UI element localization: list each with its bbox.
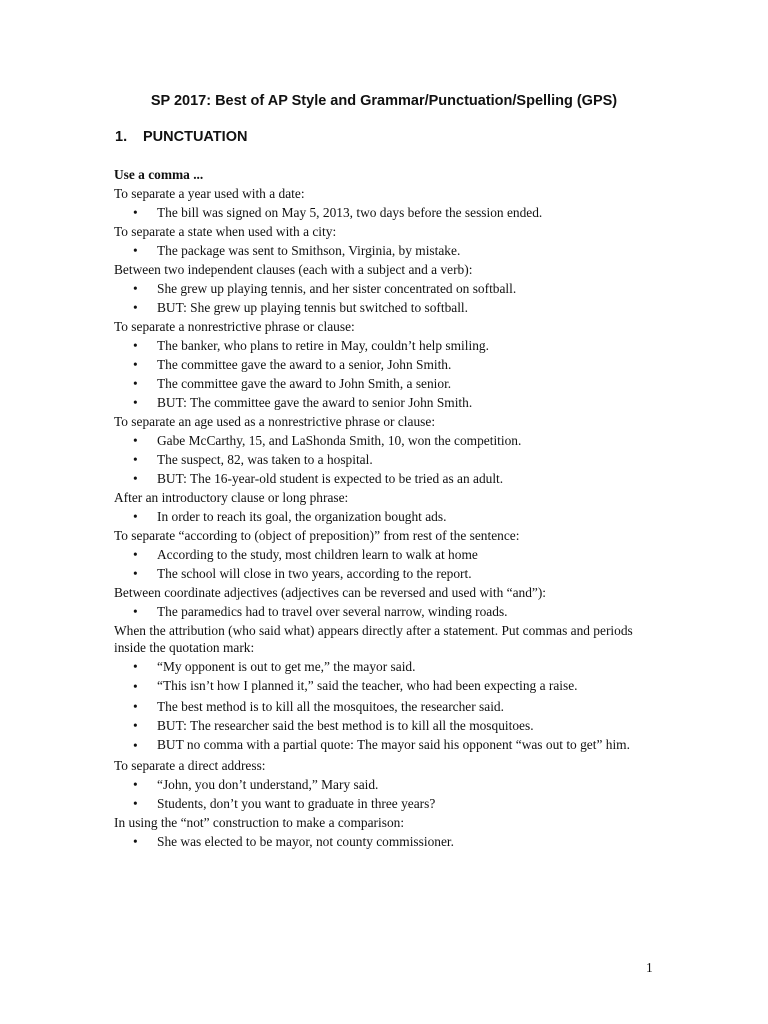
bullet-icon: •: [133, 395, 138, 410]
subheading: Use a comma ...: [114, 167, 204, 182]
page-number: 1: [646, 960, 653, 975]
bullet-icon: •: [133, 834, 138, 849]
rule-text: Between coordinate adjectives (adjectives can be reversed and used with “and”):: [114, 585, 547, 600]
section-heading: [115, 129, 247, 145]
example-text: The best method is to kill all the mosquitoes, the researcher said.: [157, 699, 504, 714]
bullet-icon: •: [133, 509, 138, 524]
bullet-icon: •: [133, 433, 138, 448]
bullet-icon: •: [133, 796, 138, 811]
example-item: [114, 469, 659, 488]
example-text: Gabe McCarthy, 15, and LaShonda Smith, 10, won the competition.: [157, 433, 522, 448]
example-text: The paramedics had to travel over several narrow, winding roads.: [157, 604, 508, 619]
example-text: In order to reach its goal, the organization bought ads.: [157, 509, 447, 524]
example-item: [114, 564, 659, 583]
example-item: [114, 657, 659, 676]
rule-text: To separate a year used with a date:: [114, 186, 305, 201]
example-item: [114, 697, 659, 716]
example-item: [114, 545, 659, 564]
example-item: [114, 450, 659, 469]
example-text: The banker, who plans to retire in May, couldn’t help smiling.: [157, 338, 489, 353]
bullet-icon: •: [133, 718, 138, 733]
bullet-icon: •: [133, 357, 138, 372]
example-item: [114, 794, 659, 813]
rule-text: To separate a direct address:: [114, 758, 266, 773]
section-number: 1.: [115, 129, 128, 145]
example-item: [114, 507, 659, 526]
example-text: The committee gave the award to a senior, John Smith.: [157, 357, 452, 372]
example-text: The committee gave the award to John Smith, a senior.: [157, 376, 452, 391]
rule-text: To separate “according to (object of preposition)” from rest of the sentence:: [114, 528, 520, 543]
example-item: [114, 279, 659, 298]
document-title: SP 2017: Best of AP Style and Grammar/Punctuation/Spelling (GPS): [150, 93, 618, 109]
example-text: The school will close in two years, according to the report.: [157, 566, 472, 581]
bullet-icon: •: [133, 376, 138, 391]
example-text: BUT: The committee gave the award to senior John Smith.: [157, 395, 473, 410]
rule-text: Between two independent clauses (each with a subject and a verb):: [114, 262, 473, 277]
example-text: BUT: The researcher said the best method is to kill all the mosquitoes.: [157, 718, 534, 733]
example-item: [114, 298, 659, 317]
example-text: BUT: The 16-year-old student is expected to be tried as an adult.: [157, 471, 504, 486]
example-item: [114, 832, 659, 851]
example-item: [114, 775, 659, 794]
example-text: BUT no comma with a partial quote: The mayor said his opponent “was out to get” him.: [157, 737, 630, 752]
bullet-icon: •: [133, 300, 138, 315]
bullet-icon: •: [133, 281, 138, 296]
rule-text: To separate a nonrestrictive phrase or clause:: [114, 319, 355, 334]
bullet-icon: •: [133, 547, 138, 562]
bullet-icon: •: [133, 338, 138, 353]
example-text: BUT: She grew up playing tennis but switched to softball.: [157, 300, 468, 315]
bullet-icon: •: [133, 659, 138, 674]
example-item: [114, 393, 659, 412]
example-text: She grew up playing tennis, and her sister concentrated on softball.: [157, 281, 517, 296]
example-item: [114, 431, 659, 450]
example-item: [114, 355, 659, 374]
content-body: [114, 165, 659, 851]
bullet-icon: •: [133, 738, 138, 753]
rule-text: In using the “not” construction to make a comparison:: [114, 815, 405, 830]
example-text: According to the study, most children learn to walk at home: [157, 547, 478, 562]
rule-text: After an introductory clause or long phrase:: [114, 490, 349, 505]
example-text: The package was sent to Smithson, Virginia, by mistake.: [157, 243, 461, 258]
rule-text: When the attribution (who said what) appears directly after a statement. Put commas and periods inside the quotation mark:: [114, 623, 633, 655]
example-item: [114, 677, 659, 696]
example-item: [114, 241, 659, 260]
bullet-icon: •: [133, 679, 138, 694]
example-item: [114, 736, 659, 755]
rule-text: To separate an age used as a nonrestrictive phrase or clause:: [114, 414, 436, 429]
example-text: She was elected to be mayor, not county commissioner.: [157, 834, 454, 849]
section-title: PUNCTUATION: [143, 129, 248, 145]
example-text: “My opponent is out to get me,” the mayor said.: [157, 659, 416, 674]
example-text: Students, don’t you want to graduate in three years?: [157, 796, 436, 811]
example-item: [114, 203, 659, 222]
example-text: The suspect, 82, was taken to a hospital.: [157, 452, 373, 467]
bullet-icon: •: [133, 205, 138, 220]
example-text: The bill was signed on May 5, 2013, two days before the session ended.: [157, 205, 543, 220]
rules-list: [114, 184, 659, 851]
bullet-icon: •: [133, 471, 138, 486]
bullet-icon: •: [133, 566, 138, 581]
example-item: [114, 336, 659, 355]
example-item: [114, 602, 659, 621]
bullet-icon: •: [133, 777, 138, 792]
bullet-icon: •: [133, 699, 138, 714]
example-text: “This isn’t how I planned it,” said the teacher, who had been expecting a raise.: [157, 678, 578, 693]
example-text: “John, you don’t understand,” Mary said.: [157, 777, 379, 792]
rule-text: To separate a state when used with a city:: [114, 224, 337, 239]
bullet-icon: •: [133, 452, 138, 467]
example-item: [114, 374, 659, 393]
bullet-icon: •: [133, 243, 138, 258]
example-item: [114, 716, 659, 735]
bullet-icon: •: [133, 604, 138, 619]
